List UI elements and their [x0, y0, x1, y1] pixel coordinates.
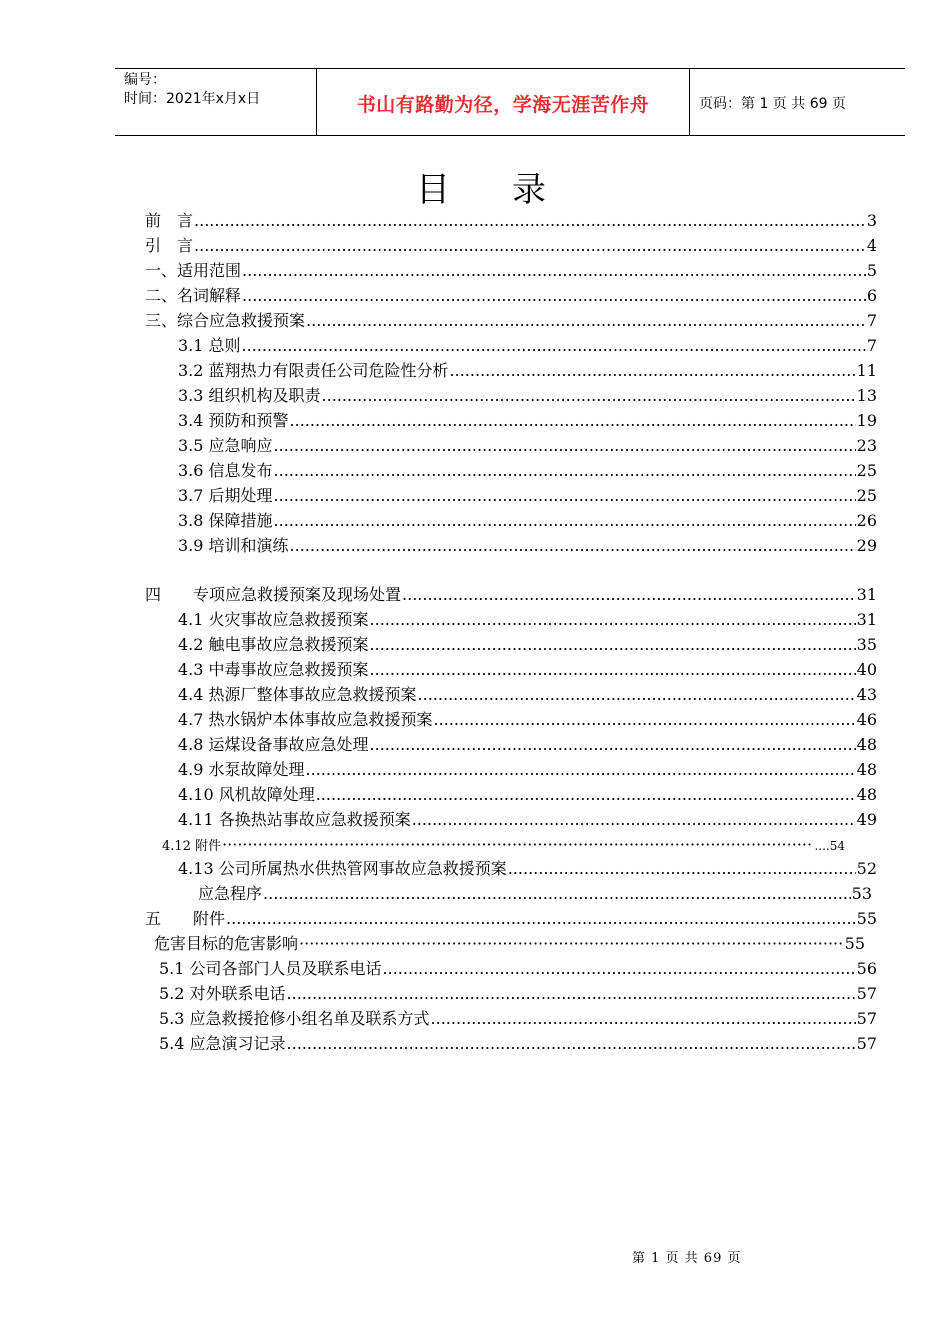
toc-entry-label: 4.3 中毒事故应急救援预案: [178, 660, 369, 679]
toc-entry[interactable]: [178, 334, 877, 358]
toc-leader: [287, 982, 856, 1006]
toc-entry[interactable]: [145, 234, 877, 258]
toc-entry[interactable]: [178, 683, 877, 707]
toc-entry-label: 3.1 总则: [178, 336, 241, 355]
toc-entry-page: 31: [856, 585, 877, 604]
toc-entry-label: 3.4 预防和预警: [178, 411, 289, 430]
toc-entry-label: 四 专项应急救援预案及现场处置: [145, 585, 402, 604]
header-motto: 书山有路勤为径，学海无涯苦作舟: [356, 94, 650, 116]
toc-entry-page: 6: [866, 286, 877, 305]
toc-entry[interactable]: [178, 633, 877, 657]
toc-leader: [299, 932, 844, 956]
toc-leader: [402, 583, 856, 607]
toc-entry-label: 一、适用范围: [145, 261, 242, 280]
toc-leader: [274, 459, 856, 483]
serial-label: 编号：: [124, 72, 166, 88]
toc-entry[interactable]: [178, 808, 877, 832]
toc-leader: [194, 234, 866, 258]
toc-leader: [242, 284, 866, 308]
toc-entry-label: 4.7 热水锅炉本体事故应急救援预案: [178, 710, 433, 729]
toc-leader: [450, 359, 856, 383]
toc-entry-page: 55: [856, 909, 877, 928]
toc-entry[interactable]: [198, 882, 872, 906]
toc-entry[interactable]: [145, 309, 877, 333]
toc-entry-label: 3.3 组织机构及职责: [178, 386, 321, 405]
toc-leader: [306, 758, 856, 782]
toc-leader: [418, 683, 856, 707]
toc-entry-label: 4.8 运煤设备事故应急处理: [178, 735, 369, 754]
toc-entry-label: 4.13 公司所属热水供热管网事故应急救援预案: [178, 859, 507, 878]
toc-entry[interactable]: [145, 209, 877, 233]
toc-entry-label: 5.2 对外联系电话: [159, 984, 286, 1003]
toc-entry-label: 5.4 应急演习记录: [159, 1034, 286, 1053]
toc-entry-page: 53: [851, 884, 872, 903]
toc-leader: [370, 633, 856, 657]
toc-entry[interactable]: [159, 1007, 877, 1031]
toc-entry-page: 46: [856, 710, 877, 729]
toc-leader: [508, 857, 856, 881]
toc-entry[interactable]: [145, 284, 877, 308]
toc-entry-page: 3: [866, 211, 877, 230]
toc-entry[interactable]: [178, 758, 877, 782]
toc-entry-page: 55: [844, 934, 865, 953]
toc-leader: [222, 833, 813, 857]
toc-entry[interactable]: [178, 359, 877, 383]
toc-entry[interactable]: [178, 608, 877, 632]
toc-entry[interactable]: [178, 534, 877, 558]
toc-entry-label: 4.9 水泵故障处理: [178, 760, 305, 779]
toc-entry-label: 3.2 蓝翔热力有限责任公司危险性分析: [178, 361, 449, 380]
toc-entry[interactable]: [145, 583, 877, 607]
page-footer: 第 1 页 共 69 页: [632, 1251, 742, 1266]
toc-entry-page: 43: [856, 685, 877, 704]
header-bottom-rule: [115, 135, 905, 136]
toc-entry-page: 19: [856, 411, 877, 430]
toc-entry[interactable]: [178, 658, 877, 682]
toc-entry-label: 3.5 应急响应: [178, 436, 273, 455]
toc-leader: [431, 1007, 856, 1031]
toc-leader: [242, 334, 866, 358]
toc-entry-page: 48: [856, 785, 877, 804]
toc-entry[interactable]: [145, 259, 877, 283]
toc-entry-page: 48: [856, 760, 877, 779]
toc-entry-label: 二、名词解释: [145, 286, 242, 305]
toc-entry-page: 35: [856, 635, 877, 654]
toc-entry-page: 57: [856, 1009, 877, 1028]
toc-entry[interactable]: [178, 409, 877, 433]
toc-entry[interactable]: [178, 434, 877, 458]
toc-entry-label: 4.11 各换热站事故应急救援预案: [178, 810, 411, 829]
toc-leader: [322, 384, 856, 408]
toc-entry-page: 23: [856, 436, 877, 455]
toc-entry-page: 25: [856, 461, 877, 480]
toc-entry-label: 前 言: [145, 211, 194, 230]
header-divider: [689, 68, 690, 136]
toc-entry-page: 57: [856, 1034, 877, 1053]
toc-leader: [290, 534, 856, 558]
toc-entry-page: 48: [856, 735, 877, 754]
page-title: 目录: [416, 170, 608, 210]
toc-entry-page: 40: [856, 660, 877, 679]
toc-leader: [274, 484, 856, 508]
toc-entry-page: 25: [856, 486, 877, 505]
toc-entry-label: 4.12 附件: [162, 839, 222, 854]
header-top-rule: [115, 68, 905, 69]
toc-entry[interactable]: [178, 783, 877, 807]
toc-entry-page: 57: [856, 984, 877, 1003]
toc-entry-label: 3.9 培训和演练: [178, 536, 289, 555]
toc-entry-label: 引 言: [145, 236, 194, 255]
header-meta: [124, 71, 260, 109]
toc-entry-page: 13: [856, 386, 877, 405]
toc-entry[interactable]: [178, 384, 877, 408]
toc-entry-page: 7: [866, 311, 877, 330]
toc-leader: [194, 209, 866, 233]
toc-entry-label: 危害目标的危害影响: [154, 934, 299, 953]
toc-entry-label: 4.1 火灾事故应急救援预案: [178, 610, 369, 629]
toc-entry-page: 4: [866, 236, 877, 255]
toc-leader: [412, 808, 856, 832]
toc-entry-label: 五 附件: [145, 909, 226, 928]
toc-entry-label: 4.2 触电事故应急救援预案: [178, 635, 369, 654]
toc-entry[interactable]: [178, 484, 877, 508]
toc-leader: [316, 783, 856, 807]
toc-entry-page: 29: [856, 536, 877, 555]
toc-entry-label: 5.1 公司各部门人员及联系电话: [159, 959, 382, 978]
toc-leader: [290, 409, 856, 433]
toc-entry[interactable]: [162, 833, 845, 857]
toc-entry[interactable]: [154, 932, 865, 956]
toc-leader: [274, 509, 856, 533]
toc-entry[interactable]: [178, 509, 877, 533]
toc-entry-page: 31: [856, 610, 877, 629]
toc-entry[interactable]: [178, 857, 877, 881]
toc-entry-page: 49: [856, 810, 877, 829]
toc-leader: [226, 907, 856, 931]
toc-leader: [370, 608, 856, 632]
toc-entry[interactable]: [159, 957, 877, 981]
toc-leader: [370, 733, 856, 757]
toc-leader: [434, 708, 856, 732]
toc-entry-page: 26: [856, 511, 877, 530]
toc-leader: [274, 434, 856, 458]
toc-entry-label: 4.10 风机故障处理: [178, 785, 315, 804]
toc-entry-label: 3.8 保障措施: [178, 511, 273, 530]
toc-entry-label: 3.6 信息发布: [178, 461, 273, 480]
toc-entry-label: 应急程序: [198, 884, 263, 903]
header-page-label: 页码：第 1 页 共 69 页: [699, 96, 846, 112]
date-label: 时间：2021年x月x日: [124, 91, 261, 107]
toc-entry-label: 5.3 应急救援抢修小组名单及联系方式: [159, 1009, 430, 1028]
toc-entry[interactable]: [178, 708, 877, 732]
toc-entry[interactable]: [145, 907, 877, 931]
toc-entry-label: 4.4 热源厂整体事故应急救援预案: [178, 685, 417, 704]
toc-entry-page: 52: [856, 859, 877, 878]
toc-entry-label: 三、综合应急救援预案: [145, 311, 306, 330]
toc-entry[interactable]: [178, 733, 877, 757]
toc-entry-page: 56: [856, 959, 877, 978]
toc-entry-page: 11: [856, 361, 877, 380]
toc-leader: [370, 658, 856, 682]
toc-leader: [287, 1032, 856, 1056]
toc-leader: [263, 882, 851, 906]
toc-entry[interactable]: [159, 982, 877, 1006]
toc-leader: [306, 309, 866, 333]
toc-entry-page: 5: [866, 261, 877, 280]
toc-entry-label: 3.7 后期处理: [178, 486, 273, 505]
toc-leader: [383, 957, 856, 981]
toc-entry[interactable]: [178, 459, 877, 483]
toc-entry-page: 7: [866, 336, 877, 355]
toc-entry-page: ....54: [814, 839, 845, 853]
toc-leader: [242, 259, 866, 283]
toc-entry[interactable]: [159, 1032, 877, 1056]
